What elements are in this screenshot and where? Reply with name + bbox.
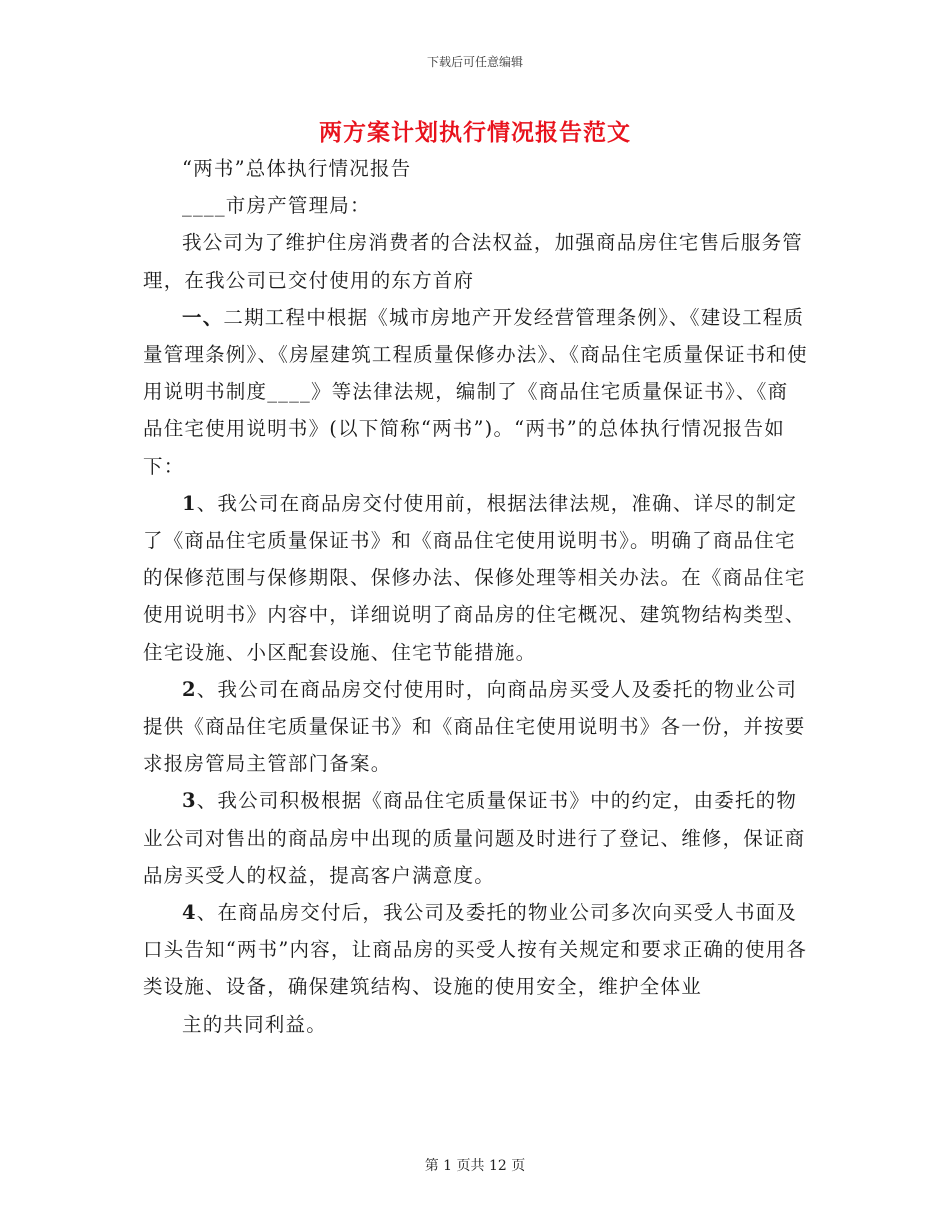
paragraph-number: 4 [182,901,197,925]
paragraph-text: 二期工程中根据《城市房地产开发经营管理条例》、《建设工程质量管理条例》、《房屋建筑工程质量保修办法》、《商品住宅质量保证书和使用说明书制度____》等法律法规，编制了《商品住宅质量保证书》、《商品住宅使用说明书》(以下简称“两书”)。“两书”的总体执行情况报告如下： [143,305,808,478]
paragraph-number: 1 [182,491,197,515]
header-note: 下载后可任意编辑 [426,55,523,69]
paragraph-intro [143,224,808,298]
subtitle: “两书”总体执行情况报告 [182,157,412,180]
paragraph-item-4 [143,894,808,1006]
paragraph-number: 2 [182,677,197,701]
paragraph-text: 、我公司在商品房交付使用时，向商品房买受人及委托的物业公司提供《商品住宅质量保证书》和《商品住宅使用说明书》各一份，并按要求报房管局主管部门备案。 [143,677,806,776]
paragraph-closing [143,1006,808,1043]
page-footer: 第 1 页共 12 页 [424,1158,526,1174]
paragraph-number: 一、 [182,305,224,329]
recipient-line: ____市房产管理局： [182,194,371,218]
paragraph-item-2 [143,671,808,783]
document-title: 两方案计划执行情况报告范文 [319,120,631,146]
paragraph-text: 我公司为了维护住房消费者的合法权益，加强商品房住宅售后服务管理，在我公司已交付使用的东方首府 [143,231,804,292]
document-body [143,150,808,1043]
paragraph-number: 3 [182,789,197,813]
paragraph-text: 、我公司在商品房交付使用前，根据法律法规，准确、详尽的制定了《商品住宅质量保证书》和《商品住宅使用说明书》。明确了商品住宅的保修范围与保修期限、保修办法、保修处理等相关办法。在《商品住宅使用说明书》内容中，详细说明了商品房的住宅概况、建筑物结构类型、住宅设施、小区配套设施、住宅节能措施。 [143,491,806,664]
paragraph-text: 主的共同利益。 [182,1012,327,1036]
paragraph-item-3 [143,782,808,894]
paragraph-section-1 [143,299,808,485]
paragraph-item-1 [143,485,808,671]
paragraph-text: 、在商品房交付后，我公司及委托的物业公司多次向买受人书面及口头告知“两书”内容，让商品房的买受人按有关规定和要求正确的使用各类设施、设备，确保建筑结构、设施的使用安全，维护全体业 [143,901,808,999]
paragraph-text: 、我公司积极根据《商品住宅质量保证书》中的约定，由委托的物业公司对售出的商品房中出现的质量问题及时进行了登记、维修，保证商品房买受人的权益，提高客户满意度。 [143,789,806,887]
